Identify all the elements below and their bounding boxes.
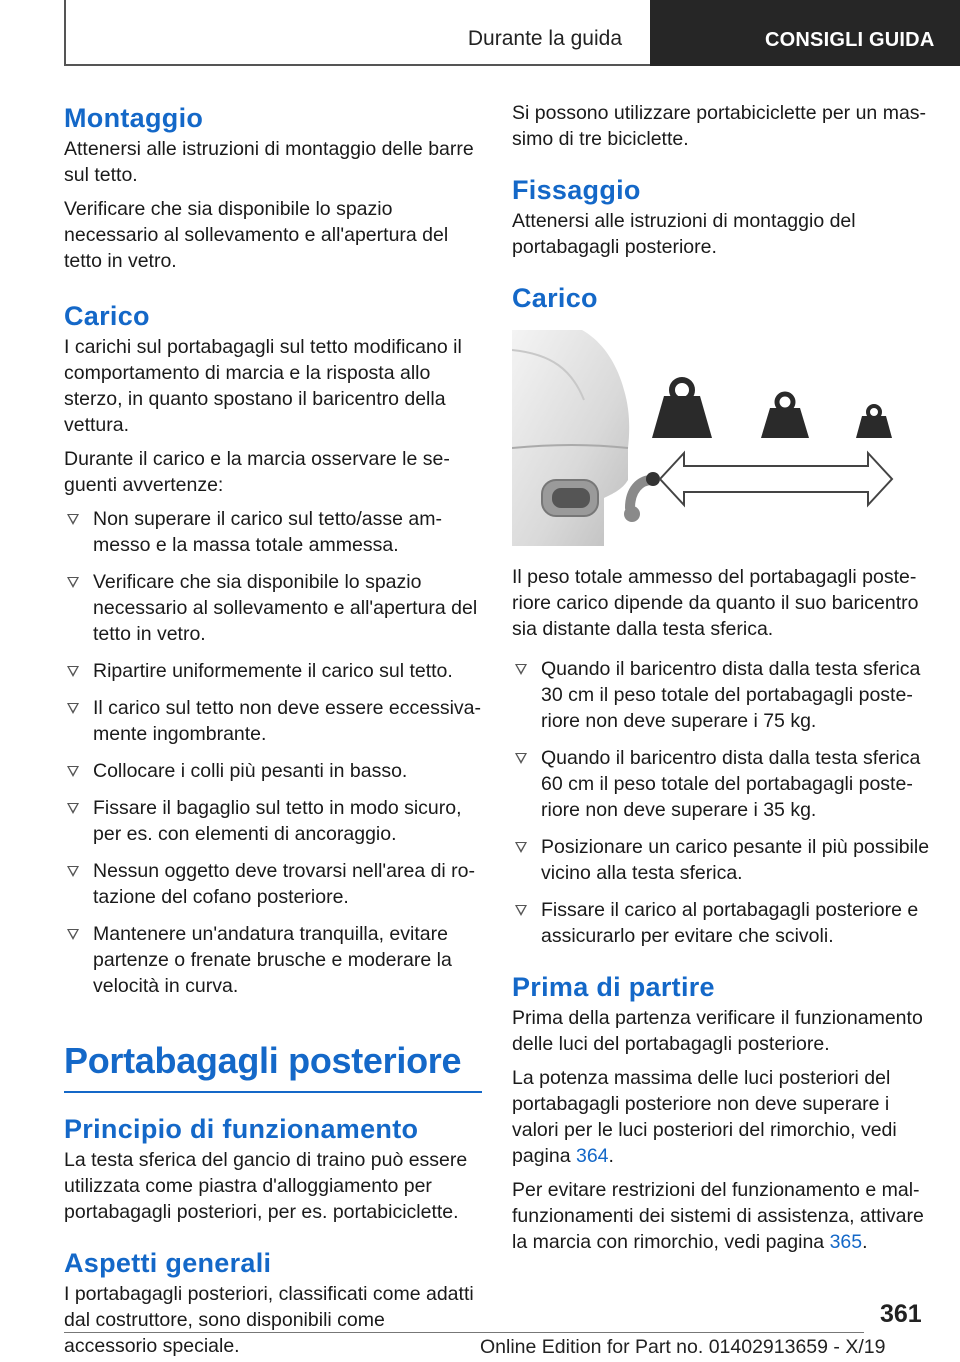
distance-arrow-icon — [660, 453, 892, 505]
bullet-list — [64, 506, 482, 999]
left-column — [64, 100, 482, 1362]
heading-carico: Carico — [64, 301, 150, 331]
list-item: Collocare i colli più pesanti in basso. — [64, 758, 482, 784]
bullet-triangle-icon — [67, 577, 79, 588]
paragraph: Attenersi alle istruzioni di montaggio delle barre sul tetto. — [64, 138, 474, 186]
list-item: Mantenere un'andatura tranquilla, evitare partenze o frenate brusche e moderare la velocità in curva. — [64, 921, 482, 999]
section-heading-block — [64, 1037, 482, 1093]
bullet-triangle-icon — [67, 514, 79, 525]
heading-portabagagli-posteriore: Portabagagli posteriore — [64, 1040, 462, 1081]
paragraph: La testa sferica del gancio di traino può essere utilizzata come piastra d'alloggiamento per portabagagli posteriori, per es. portabiciclette. — [64, 1149, 468, 1223]
ball-head-icon — [646, 472, 660, 486]
bullet-triangle-icon — [67, 866, 79, 877]
heading-montaggio: Montaggio — [64, 103, 204, 133]
list-item: Ripartire uniformemente il carico sul tetto. — [64, 658, 482, 684]
list-item: Quando il baricentro dista dalla testa sferica 60 cm il peso totale del portabagagli posteriore non deve superare i 35 kg. — [512, 745, 930, 823]
paragraph: Durante il carico e la marcia osservare le seguenti avvertenze: — [64, 448, 450, 496]
list-item: Fissare il bagaglio sul tetto in modo sicuro, per es. con elementi di ancoraggio. — [64, 795, 482, 847]
chapter-tab: CONSIGLI GUIDA — [650, 0, 960, 66]
paragraph: I carichi sul portabagagli sul tetto modificano il comportamento di marcia e la risposta allo sterzo, in quanto spostano il baricentro della vettura. — [64, 336, 462, 436]
tow-hitch-weights-illustration — [512, 330, 930, 546]
paragraph: Attenersi alle istruzioni di montaggio del portabagagli posteriore. — [512, 210, 856, 258]
list-item: Posizionare un carico pesante il più possibile vicino alla testa sferica. — [512, 834, 930, 886]
bullet-list — [512, 656, 930, 949]
bullet-triangle-icon — [67, 766, 79, 777]
medium-weight-icon — [761, 394, 809, 438]
page-link-364[interactable]: 364 — [575, 1145, 609, 1167]
paragraph: Verificare che sia disponibile lo spazio necessario al sollevamento e all'apertura del tetto in vetro. — [64, 198, 449, 272]
page-link-365[interactable]: 365 — [829, 1231, 863, 1253]
page-number: 361 — [880, 1300, 922, 1328]
heading-fissaggio: Fissaggio — [512, 175, 641, 205]
bullet-triangle-icon — [67, 929, 79, 940]
footer-divider — [64, 1332, 864, 1333]
figure-caption: Il peso totale ammesso del portabagagli posteriore carico dipende da quanto il suo baricentro sia distante dalla testa sferica. — [512, 566, 919, 640]
list-item: Nessun oggetto deve trovarsi nell'area di rotazione del cofano posteriore. — [64, 858, 482, 910]
edition-footer: Online Edition for Part no. 01402913659 - X/19 — [480, 1336, 886, 1358]
list-item: Il carico sul tetto non deve essere eccessivamente ingombrante. — [64, 695, 482, 747]
heavy-weight-icon — [652, 380, 712, 438]
bullet-triangle-icon — [67, 803, 79, 814]
heading-principio: Principio di funzionamento — [64, 1114, 419, 1144]
header-divider — [64, 64, 650, 66]
paragraph: La potenza massima delle luci posteriori del portabagagli posteriore non deve superare i valori per le luci posteriori del rimorchio, vedi pagina 364. — [512, 1067, 897, 1167]
bullet-triangle-icon — [67, 666, 79, 677]
list-item: Fissare il carico al portabagagli posteriore e assicurarlo per evitare che scivoli. — [512, 897, 930, 949]
light-weight-icon — [856, 406, 892, 438]
paragraph: Si possono utilizzare portabiciclette per un massimo di tre biciclette. — [512, 102, 927, 150]
paragraph: I portabagagli posteriori, classificati come adatti dal costruttore, sono disponibili come accessorio speciale. — [64, 1283, 474, 1357]
heading-aspetti-generali: Aspetti generali — [64, 1248, 272, 1278]
list-item: Verificare che sia disponibile lo spazio necessario al sollevamento e all'apertura del tetto in vetro. — [64, 569, 482, 647]
bullet-triangle-icon — [515, 842, 527, 853]
page-header — [0, 0, 960, 66]
bullet-triangle-icon — [67, 703, 79, 714]
heading-carico-right: Carico — [512, 283, 598, 313]
bullet-triangle-icon — [515, 905, 527, 916]
load-distance-illustration — [512, 330, 930, 546]
paragraph: Prima della partenza verificare il funzionamento delle luci del portabagagli posteriore. — [512, 1007, 923, 1055]
section-title: Durante la guida — [467, 27, 622, 50]
list-item: Quando il baricentro dista dalla testa sferica 30 cm il peso totale del portabagagli posteriore non deve superare i 75 kg. — [512, 656, 930, 734]
bullet-triangle-icon — [515, 664, 527, 675]
heading-prima-di-partire: Prima di partire — [512, 972, 715, 1002]
list-item: Non superare il carico sul tetto/asse ammesso e la massa totale ammessa. — [64, 506, 482, 558]
bullet-triangle-icon — [515, 753, 527, 764]
right-column — [512, 100, 930, 1263]
paragraph: Per evitare restrizioni del funzionamento e malfunzionamenti dei sistemi di assistenza, attivare la marcia con rimorchio, vedi pagina 365. — [512, 1179, 924, 1253]
